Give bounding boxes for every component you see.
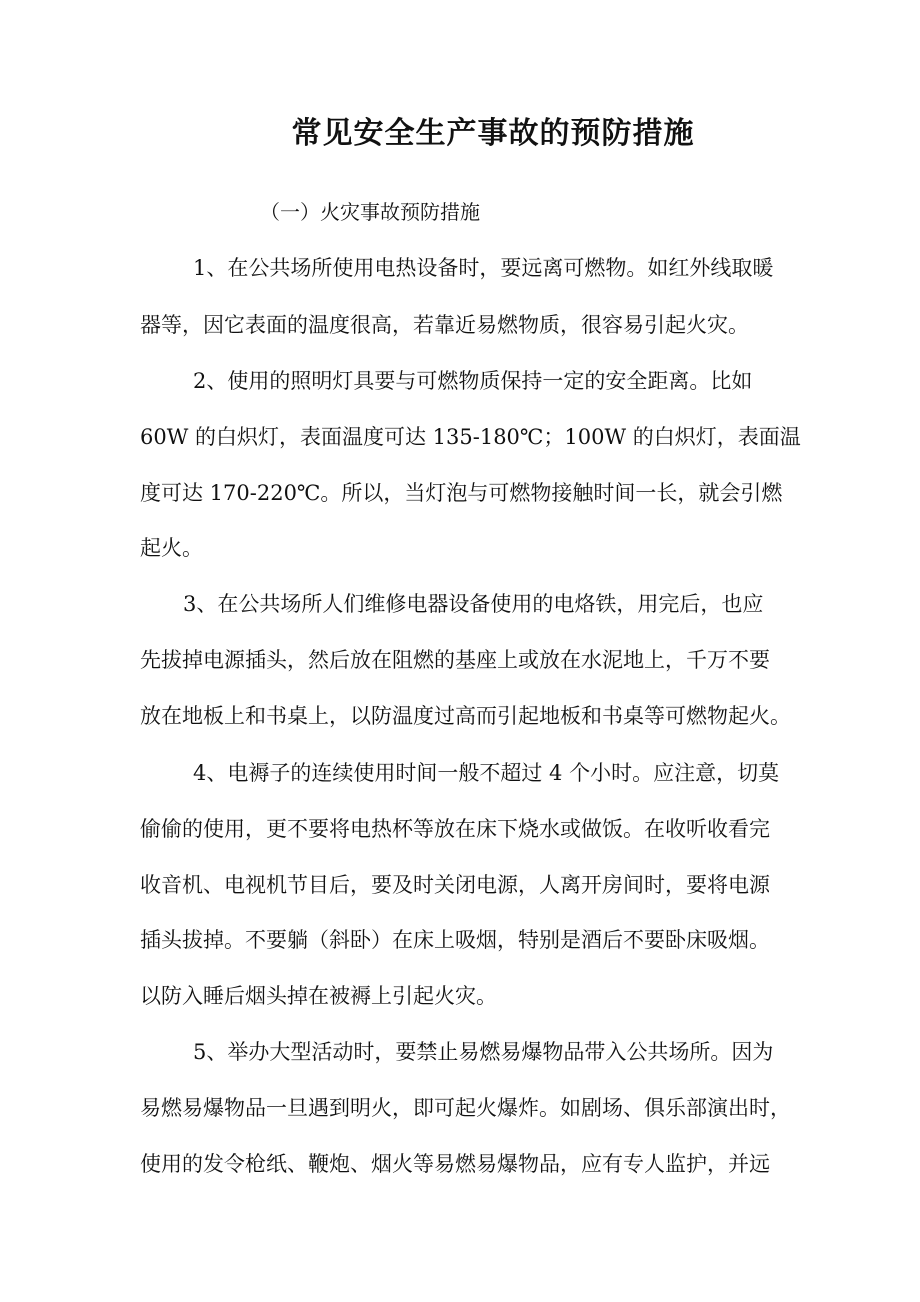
paragraph-line: 2、使用的照明灯具要与可燃物质保持一定的安全距离。比如 <box>193 369 753 393</box>
paragraph-line: 5、举办大型活动时，要禁止易燃易爆物品带入公共场所。因为 <box>193 1040 774 1064</box>
paragraph-line: 收音机、电视机节目后，要及时关闭电源，人离开房间时，要将电源 <box>140 873 770 897</box>
paragraph-line: 偷偷的使用，更不要将电热杯等放在床下烧水或做饭。在收听收看完 <box>140 817 770 841</box>
paragraph-line: 60W 的白炽灯，表面温度可达 135-180℃；100W 的白炽灯，表面温 <box>140 425 801 449</box>
paragraph-line: 度可达 170-220℃。所以，当灯泡与可燃物接触时间一长，就会引燃 <box>140 481 783 505</box>
paragraph-line: 器等，因它表面的温度很高，若靠近易燃物质，很容易引起火灾。 <box>140 313 749 337</box>
document-title: 常见安全生产事故的预防措施 <box>291 116 695 151</box>
paragraph-line: 4、电褥子的连续使用时间一般不超过 4 个小时。应注意，切莫 <box>193 761 780 785</box>
paragraph-line: 易燃易爆物品一旦遇到明火，即可起火爆炸。如剧场、俱乐部演出时， <box>140 1096 791 1120</box>
paragraph-line: 起火。 <box>140 536 203 560</box>
paragraph-line: 先拔掉电源插头，然后放在阻燃的基座上或放在水泥地上，千万不要 <box>140 648 770 672</box>
section-heading: （一）火灾事故预防措施 <box>260 200 480 224</box>
paragraph-line: 使用的发令枪纸、鞭炮、烟火等易燃易爆物品，应有专人监护，并远 <box>140 1152 770 1176</box>
paragraph-line: 放在地板上和书桌上，以防温度过高而引起地板和书桌等可燃物起火。 <box>140 704 791 728</box>
paragraph-line: 插头拔掉。不要躺（斜卧）在床上吸烟，特别是酒后不要卧床吸烟。 <box>140 928 770 952</box>
paragraph-line: 3、在公共场所人们维修电器设备使用的电烙铁，用完后，也应 <box>183 592 764 616</box>
paragraph-line: 1、在公共场所使用电热设备时，要远离可燃物。如红外线取暖 <box>193 256 774 280</box>
paragraph-line: 以防入睡后烟头掉在被褥上引起火灾。 <box>140 984 497 1008</box>
